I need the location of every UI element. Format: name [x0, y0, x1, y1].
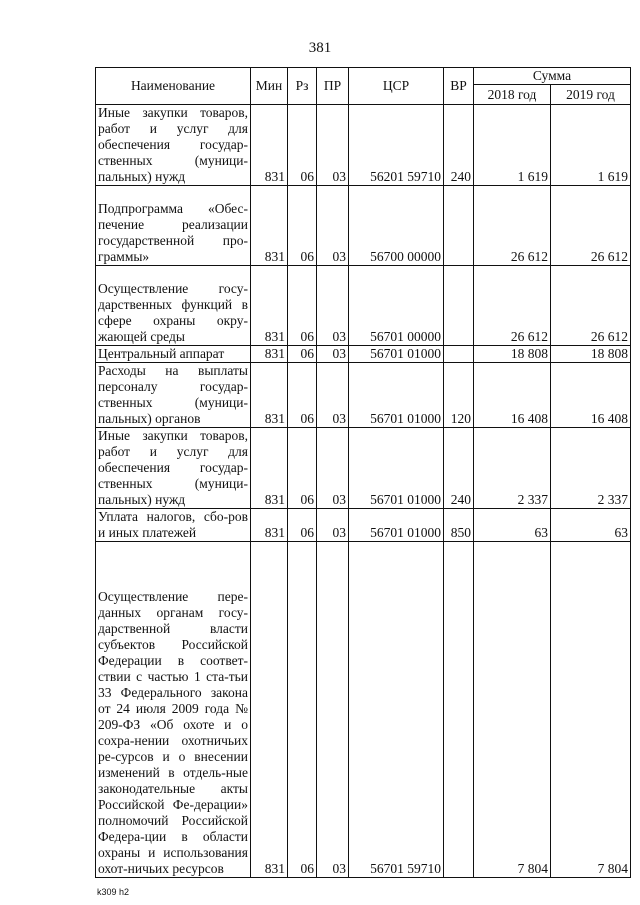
table-row — [96, 428, 631, 509]
table-row — [96, 363, 631, 428]
row-pr: 03 — [317, 266, 349, 346]
row-name: Расходы на выплаты персоналу государ-ственных (муници-пальных) органов — [96, 363, 251, 428]
row-rz: 06 — [288, 105, 317, 186]
row-sum-2019: 2 337 — [551, 428, 631, 509]
row-name: Иные закупки товаров, работ и услуг для обеспечения государ-ственных (муници-пальных) нужд — [96, 428, 251, 509]
row-min: 831 — [251, 266, 288, 346]
header-2019: 2019 год — [551, 85, 631, 105]
row-sum-2019: 63 — [551, 509, 631, 542]
row-min: 831 — [251, 363, 288, 428]
header-2018: 2018 год — [474, 85, 551, 105]
row-name: Осуществление пере-данных органам госу-дарственной власти субъектов Российской Федерации в соответ-ствии с частью 1 ста-тьи 33 Федерального закона от 24 июля 2009 года № 209-ФЗ «Об охоте и о сохра-нении охотничьих ре-сурсов и о внесении изменений в отдель-ные законодательные акты Российской Фе-дерации» полномочий Российской Федера-ции в области охраны и использования охот-ничьих ресурсов — [96, 542, 251, 878]
row-rz: 06 — [288, 509, 317, 542]
row-rz: 06 — [288, 542, 317, 878]
row-vr — [444, 186, 474, 266]
row-sum-2019: 26 612 — [551, 186, 631, 266]
row-rz: 06 — [288, 266, 317, 346]
row-sum-2019: 1 619 — [551, 105, 631, 186]
row-sum-2019: 7 804 — [551, 542, 631, 878]
row-rz: 06 — [288, 186, 317, 266]
page-number: 381 — [308, 40, 332, 56]
header-vr: ВР — [444, 68, 474, 105]
row-vr — [444, 266, 474, 346]
row-name: Уплата налогов, сбо-ров и иных платежей — [96, 509, 251, 542]
header-pr: ПР — [317, 68, 349, 105]
row-csr: 56201 59710 — [349, 105, 444, 186]
row-sum-2018: 2 337 — [474, 428, 551, 509]
row-rz: 06 — [288, 346, 317, 363]
row-sum-2018: 26 612 — [474, 266, 551, 346]
row-min: 831 — [251, 509, 288, 542]
row-pr: 03 — [317, 542, 349, 878]
row-vr: 240 — [444, 428, 474, 509]
row-pr: 03 — [317, 346, 349, 363]
row-sum-2019: 18 808 — [551, 346, 631, 363]
row-pr: 03 — [317, 363, 349, 428]
row-vr: 240 — [444, 105, 474, 186]
header-min: Мин — [251, 68, 288, 105]
row-vr: 120 — [444, 363, 474, 428]
row-csr: 56701 01000 — [349, 363, 444, 428]
header-name: Наименование — [96, 68, 251, 105]
table-row — [96, 266, 631, 346]
row-csr: 56700 00000 — [349, 186, 444, 266]
row-csr: 56701 01000 — [349, 346, 444, 363]
table-row — [96, 186, 631, 266]
row-sum-2018: 18 808 — [474, 346, 551, 363]
row-name: Иные закупки товаров, работ и услуг для обеспечения государ-ственных (муници-пальных) нужд — [96, 105, 251, 186]
row-min: 831 — [251, 105, 288, 186]
row-min: 831 — [251, 428, 288, 509]
row-sum-2018: 16 408 — [474, 363, 551, 428]
header-csr: ЦСР — [349, 68, 444, 105]
row-sum-2018: 7 804 — [474, 542, 551, 878]
row-vr — [444, 542, 474, 878]
row-name: Осуществление госу-дарственных функций в сфере охраны окру-жающей среды — [96, 266, 251, 346]
row-name: Центральный аппарат — [96, 346, 251, 363]
table-row — [96, 346, 631, 363]
row-rz: 06 — [288, 363, 317, 428]
row-csr: 56701 00000 — [349, 266, 444, 346]
row-vr: 850 — [444, 509, 474, 542]
table-row — [96, 105, 631, 186]
header-rz: Рз — [288, 68, 317, 105]
table-row — [96, 509, 631, 542]
row-sum-2019: 16 408 — [551, 363, 631, 428]
row-min: 831 — [251, 186, 288, 266]
row-csr: 56701 01000 — [349, 509, 444, 542]
row-pr: 03 — [317, 428, 349, 509]
row-sum-2018: 63 — [474, 509, 551, 542]
row-pr: 03 — [317, 105, 349, 186]
row-csr: 56701 59710 — [349, 542, 444, 878]
row-sum-2019: 26 612 — [551, 266, 631, 346]
row-csr: 56701 01000 — [349, 428, 444, 509]
footer-code: k309 h2 — [97, 887, 130, 897]
row-vr — [444, 346, 474, 363]
row-rz: 06 — [288, 428, 317, 509]
header-sum: Сумма — [474, 68, 631, 85]
row-sum-2018: 26 612 — [474, 186, 551, 266]
row-pr: 03 — [317, 186, 349, 266]
row-name: Подпрограмма «Обес-печение реализации государственной про-граммы» — [96, 186, 251, 266]
row-min: 831 — [251, 542, 288, 878]
row-pr: 03 — [317, 509, 349, 542]
row-min: 831 — [251, 346, 288, 363]
budget-table — [95, 67, 631, 878]
row-sum-2018: 1 619 — [474, 105, 551, 186]
table-row — [96, 542, 631, 878]
